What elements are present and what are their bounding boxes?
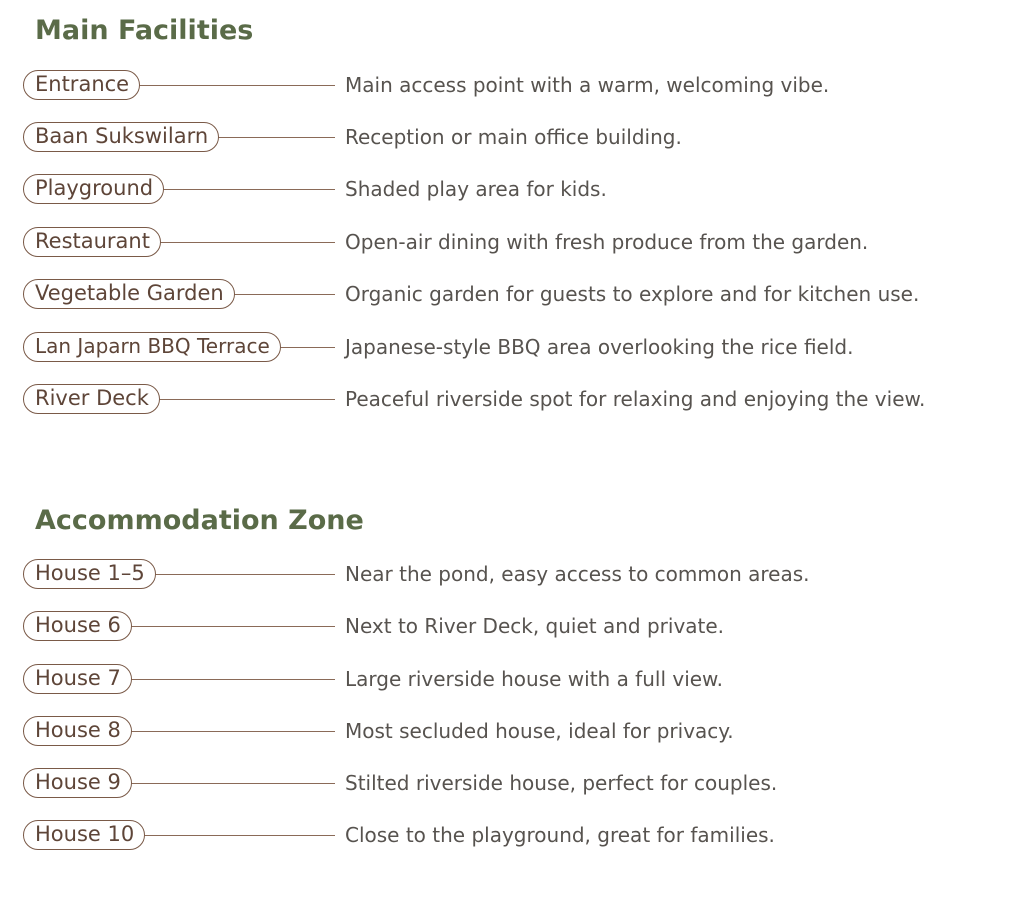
list-item-house-1-5 xyxy=(23,559,1013,593)
list-item-vegetable-garden xyxy=(23,279,1013,313)
house-description: Stilted riverside house, perfect for couples. xyxy=(345,771,778,795)
list-item-house-7 xyxy=(23,664,1013,698)
house-label: House 6 xyxy=(23,611,132,641)
house-description: Next to River Deck, quiet and private. xyxy=(345,614,725,638)
facility-description: Open-air dining with fresh produce from the garden. xyxy=(345,230,869,254)
list-item-playground xyxy=(23,174,1013,208)
facility-label: Entrance xyxy=(23,70,140,100)
facility-label: Vegetable Garden xyxy=(23,279,235,309)
list-item-entrance xyxy=(23,70,1013,104)
facility-label: Playground xyxy=(23,174,164,204)
facility-description: Japanese-style BBQ area overlooking the rice field. xyxy=(345,335,854,359)
list-item-baan-sukswilarn xyxy=(23,122,1013,156)
house-description: Most secluded house, ideal for privacy. xyxy=(345,719,734,743)
list-item-house-9 xyxy=(23,768,1013,802)
house-label: House 9 xyxy=(23,768,132,798)
house-label: House 8 xyxy=(23,716,132,746)
section-title-main-facilities: Main Facilities xyxy=(35,15,254,46)
house-description: Near the pond, easy access to common areas. xyxy=(345,562,810,586)
list-item-lan-japarn-bbq-terrace xyxy=(23,332,1013,366)
facility-label: River Deck xyxy=(23,384,160,414)
house-label: House 1–5 xyxy=(23,559,156,589)
facility-label: Baan Sukswilarn xyxy=(23,122,219,152)
list-item-restaurant xyxy=(23,227,1013,261)
facility-description: Shaded play area for kids. xyxy=(345,177,607,201)
facility-description: Main access point with a warm, welcoming vibe. xyxy=(345,73,830,97)
house-description: Close to the playground, great for families. xyxy=(345,823,775,847)
facility-description: Reception or main office building. xyxy=(345,125,682,149)
house-label: House 10 xyxy=(23,820,145,850)
facility-label: Lan Japarn BBQ Terrace xyxy=(23,332,281,362)
list-item-river-deck xyxy=(23,384,1013,418)
facility-label: Restaurant xyxy=(23,227,161,257)
list-item-house-8 xyxy=(23,716,1013,750)
section-title-accommodation-zone: Accommodation Zone xyxy=(35,505,364,536)
list-item-house-10 xyxy=(23,820,1013,854)
facility-description: Organic garden for guests to explore and for kitchen use. xyxy=(345,282,920,306)
facility-description: Peaceful riverside spot for relaxing and enjoying the view. xyxy=(345,387,926,411)
house-label: House 7 xyxy=(23,664,132,694)
list-item-house-6 xyxy=(23,611,1013,645)
house-description: Large riverside house with a full view. xyxy=(345,667,723,691)
